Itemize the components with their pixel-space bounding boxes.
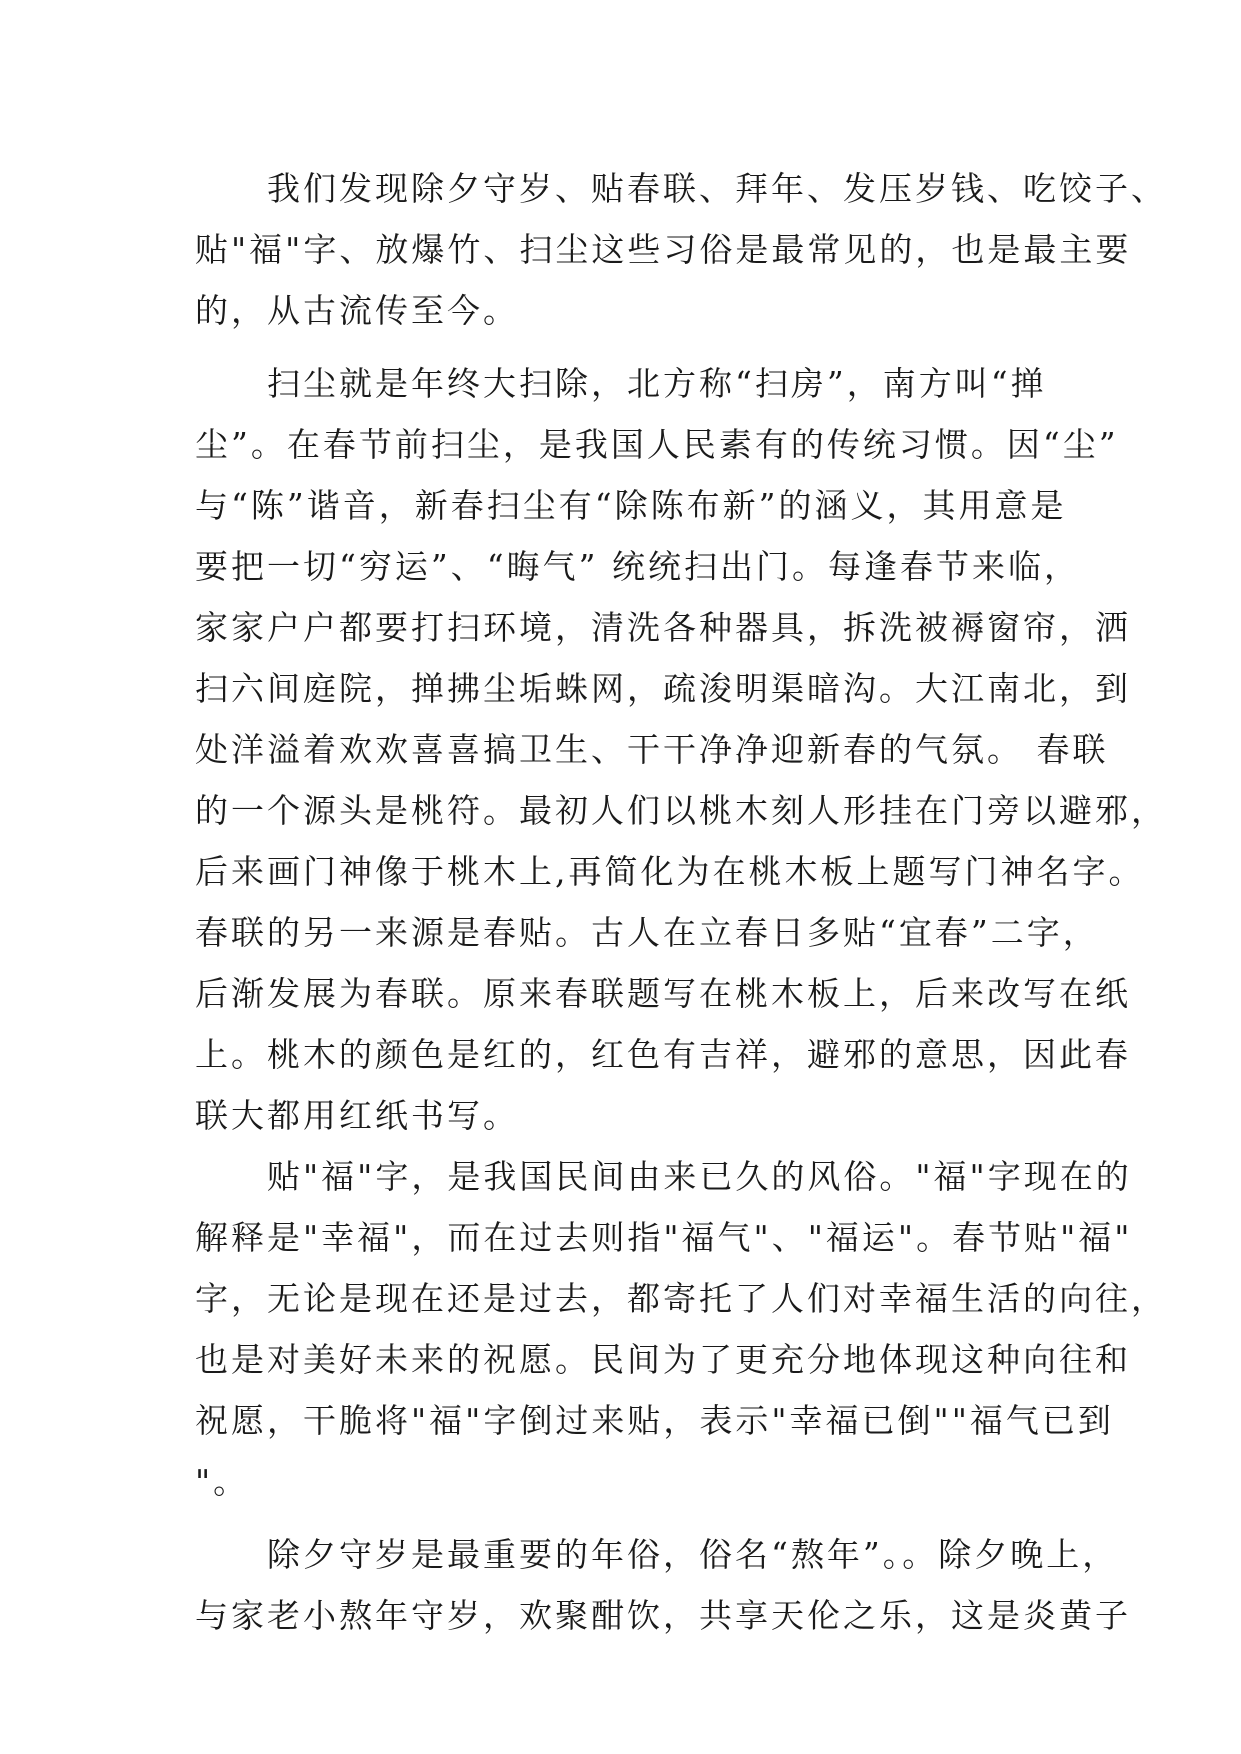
text-line: 贴"福"字，是我国民间由来已久的风俗。"福"字现在的 [195, 1157, 1132, 1196]
text-line: 要把一切“穷运”、“晦气” 统统扫出门。每逢春节来临， [195, 547, 1080, 586]
text-line: 尘”。在春节前扫尘，是我国人民素有的传统习惯。因“尘” [195, 425, 1119, 464]
text-line: 与家老小熬年守岁，欢聚酣饮，共享天伦之乐，这是炎黄子 [195, 1596, 1131, 1635]
text-line: 春联的另一来源是春贴。古人在立春日多贴“宜春”二字， [195, 913, 1099, 952]
paragraph-sweeping-and-couplets [195, 353, 1167, 1146]
text-line: 后来画门神像于桃木上,再简化为在桃木板上题写门神名字。 [195, 852, 1145, 891]
text-line: 处洋溢着欢欢喜喜搞卫生、干干净净迎新春的气氛。 春联 [195, 730, 1109, 769]
text-line: 的，从古流传至今。 [195, 291, 519, 330]
text-line: 也是对美好未来的祝愿。民间为了更充分地体现这种向往和 [195, 1340, 1131, 1379]
text-line: 我们发现除夕守岁、贴春联、拜年、发压岁钱、吃饺子、 [195, 169, 1167, 208]
text-line: "。 [195, 1462, 250, 1501]
paragraph-new-years-eve [195, 1524, 1131, 1646]
text-line: 家家户户都要打扫环境，清洗各种器具，拆洗被褥窗帘，洒 [195, 608, 1131, 647]
text-line: 联大都用红纸书写。 [195, 1096, 519, 1135]
paragraph-fu-character [195, 1146, 1167, 1512]
text-line: 字，无论是现在还是过去，都寄托了人们对幸福生活的向往， [195, 1279, 1167, 1318]
text-line: 扫六间庭院，掸拂尘垢蛛网，疏浚明渠暗沟。大江南北，到 [195, 669, 1131, 708]
text-line: 的一个源头是桃符。最初人们以桃木刻人形挂在门旁以避邪， [195, 791, 1167, 830]
document-body [195, 158, 1167, 1646]
text-line: 除夕守岁是最重要的年俗，俗名“熬年”。。除夕晚上， [195, 1535, 1119, 1574]
text-line: 扫尘就是年终大扫除，北方称“扫房”，南方叫“掸 [195, 364, 1047, 403]
text-line: 与“陈”谐音，新春扫尘有“除陈布新”的涵义，其用意是 [195, 486, 1067, 525]
text-line: 后渐发展为春联。原来春联题写在桃木板上，后来改写在纸 [195, 974, 1131, 1013]
text-line: 解释是"幸福"，而在过去则指"福气"、"福运"。春节贴"福" [195, 1218, 1133, 1257]
text-line: 贴"福"字、放爆竹、扫尘这些习俗是最常见的，也是最主要 [195, 230, 1132, 269]
text-line: 上。桃木的颜色是红的，红色有吉祥，避邪的意思，因此春 [195, 1035, 1131, 1074]
paragraph-customs-overview [195, 158, 1167, 341]
text-line: 祝愿，干脆将"福"字倒过来贴，表示"幸福已倒""福气已到 [195, 1401, 1114, 1440]
